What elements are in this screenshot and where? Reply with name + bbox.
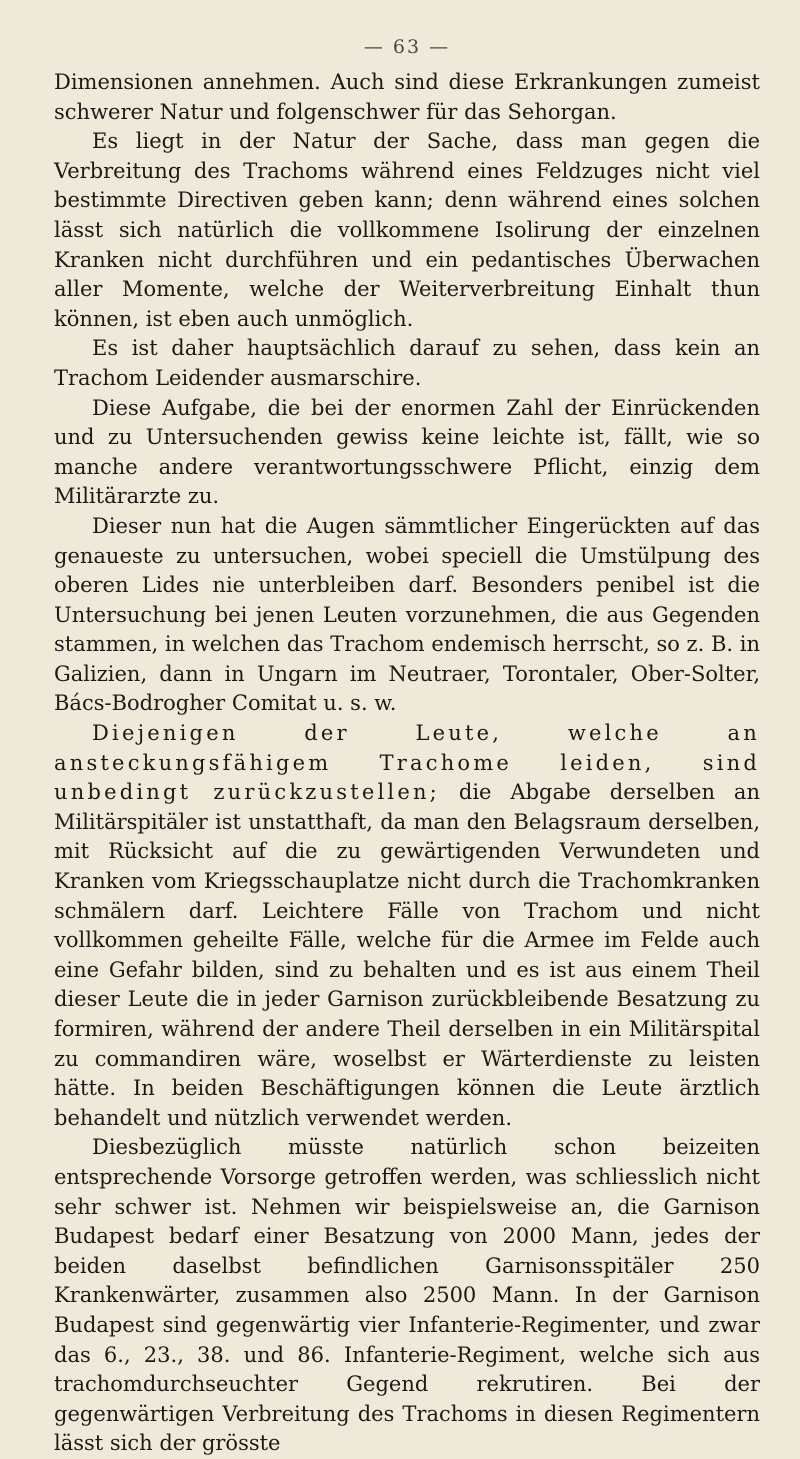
paragraph-6: [54, 719, 760, 1133]
paragraph-3: Es ist daher hauptsächlich darauf zu sehen, dass kein an Trachom Leidender ausmarschire.: [54, 336, 760, 390]
paragraph-4: Diese Aufgabe, die bei der enormen Zahl der Einrückenden und zu Untersuchenden gewiss keine leichte ist, fällt, wie so manche andere verantwortungsschwere Pflicht, einzig dem Militärarzte zu.: [54, 395, 760, 509]
paragraph-2: Es liegt in der Natur der Sache, dass man gegen die Verbreitung des Trachoms während eines Feldzuges nicht viel bestimmte Directiven geben kann; denn während eines solchen lässt sich natürlich die vollkommene Isolirung der einzelnen Kranken nicht durchführen und ein pedantisches Überwachen aller Momente, welche der Weiterverbreitung Einhalt thun können, ist eben auch unmöglich.: [54, 129, 760, 331]
body-text: [54, 68, 760, 1459]
emphasized-spaced-text: Diejenigen der Leute, welche an ansteckungsfähigem Trachome leiden, sind unbedingt zurückzustellen;: [54, 721, 760, 805]
paragraph-7: Diesbezüglich müsste natürlich schon beizeiten entsprechende Vorsorge getroffen werden, was schliesslich nicht sehr schwer ist. Nehmen wir beispielsweise an, die Garnison Budapest bedarf einer Besatzung von 2000 Mann, jedes der beiden daselbst befindlichen Garnisonsspitäler 250 Krankenwärter, zusammen also 2500 Mann. In der Garnison Budapest sind gegenwärtig vier Infanterie-Regimenter, und zwar das 6., 23., 38. und 86. Infanterie-Regiment, welche sich aus trachomdurchseuchter Gegend rekrutiren. Bei der gegenwärtigen Verbreitung des Trachoms in diesen Regimentern lässt sich der grösste: [54, 1135, 760, 1456]
paragraph-5: Dieser nun hat die Augen sämmtlicher Eingerückten auf das genaueste zu untersuchen, wobei speciell die Umstülpung des oberen Lides nie unterbleiben darf. Besonders penibel ist die Untersuchung bei jenen Leuten vorzunehmen, die aus Gegenden stammen, in welchen das Trachom endemisch herrscht, so z. B. in Galizien, dann in Ungarn im Neutraer, Torontaler, Ober-Solter, Bács-Bodrogher Comitat u. s. w.: [54, 513, 760, 716]
paragraph-1: Dimensionen annehmen. Auch sind diese Erkrankungen zumeist schwerer Natur und folgenschwer für das Sehorgan.: [54, 70, 760, 124]
paragraph-6-continuation: die Abgabe derselben an Militärspitäler ist unstatthaft, da man den Belagsraum derselben, mit Rücksicht auf die zu gewärtigenden Verwundeten und Kranken vom Kriegsschauplatze nicht durch die Trachomkranken schmälern darf. Leichtere Fälle von Trachom und nicht vollkommen geheilte Fälle, welche für die Armee im Felde auch eine Gefahr bilden, sind zu behalten und es ist aus einem Theil dieser Leute die in jeder Garnison zurückbleibende Besatzung zu formiren, während der andere Theil derselben in ein Militärspital zu commandiren wäre, woselbst er Wärterdienste zu leisten hätte. In beiden Beschäftigungen können die Leute ärztlich behandelt und nützlich verwendet werden.: [54, 780, 760, 1130]
page-number-header: — 63 —: [363, 36, 451, 58]
